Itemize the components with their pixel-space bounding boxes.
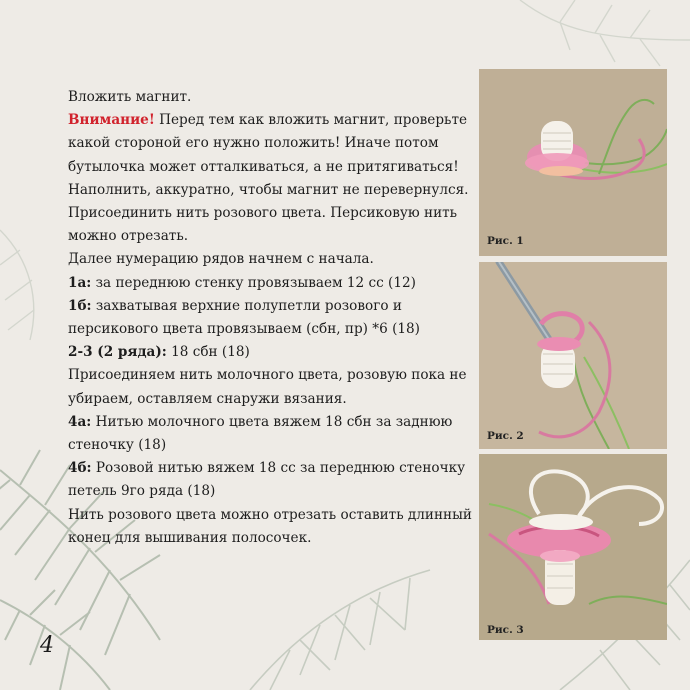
- figure-3-photo: [479, 454, 667, 640]
- instruction-line: Наполнить, аккуратно, чтобы магнит не перевернулся.: [68, 181, 469, 198]
- instruction-line: Присоединяем нить молочного цвета, розовую пока не убираем, оставляем снаружи вязания.: [68, 367, 467, 407]
- figure-2-caption: Рис. 2: [487, 430, 524, 442]
- figure-1-photo: [479, 69, 667, 256]
- page-number: 4: [40, 633, 54, 658]
- row-instruction: 2-3 (2 ряда): 18 сбн (18): [68, 344, 250, 361]
- instruction-line: Вложить магнит.: [68, 89, 192, 105]
- instruction-text: [68, 86, 478, 550]
- instruction-line: Далее нумерацию рядов начнем с начала.: [68, 251, 374, 268]
- figure-3: [479, 454, 667, 640]
- figure-3-caption: Рис. 3: [487, 624, 524, 636]
- row-instruction: 4б: Розовой нитью вяжем 18 сс за переднюю стеночку петель 9го ряда (18): [68, 460, 466, 500]
- figure-1: [479, 69, 667, 256]
- row-instruction: 1а: за переднюю стенку провязываем 12 сс (12): [68, 274, 416, 291]
- warning-label: Внимание!: [68, 112, 155, 129]
- row-instruction: 4а: Нитью молочного цвета вяжем 18 сбн за заднюю стеночку (18): [68, 413, 453, 454]
- figure-2: [479, 262, 667, 449]
- instruction-line: Присоединить нить розового цвета. Персиковую нить можно отрезать.: [68, 205, 458, 245]
- figure-2-photo: [479, 262, 667, 449]
- instruction-line: Нить розового цвета можно отрезать оставить длинный конец для вышивания полосочек.: [68, 506, 472, 546]
- row-instruction: 1б: захватывая верхние полупетли розового и персикового цвета провязываем (сбн, пр) *6 (18): [68, 297, 420, 338]
- warning-paragraph: Внимание! Перед тем как вложить магнит, проверьте какой стороной его нужно положить! Иначе потом бутылочка может отталкиваться, а не притягиваться!: [68, 112, 468, 175]
- figure-1-caption: Рис. 1: [487, 235, 524, 247]
